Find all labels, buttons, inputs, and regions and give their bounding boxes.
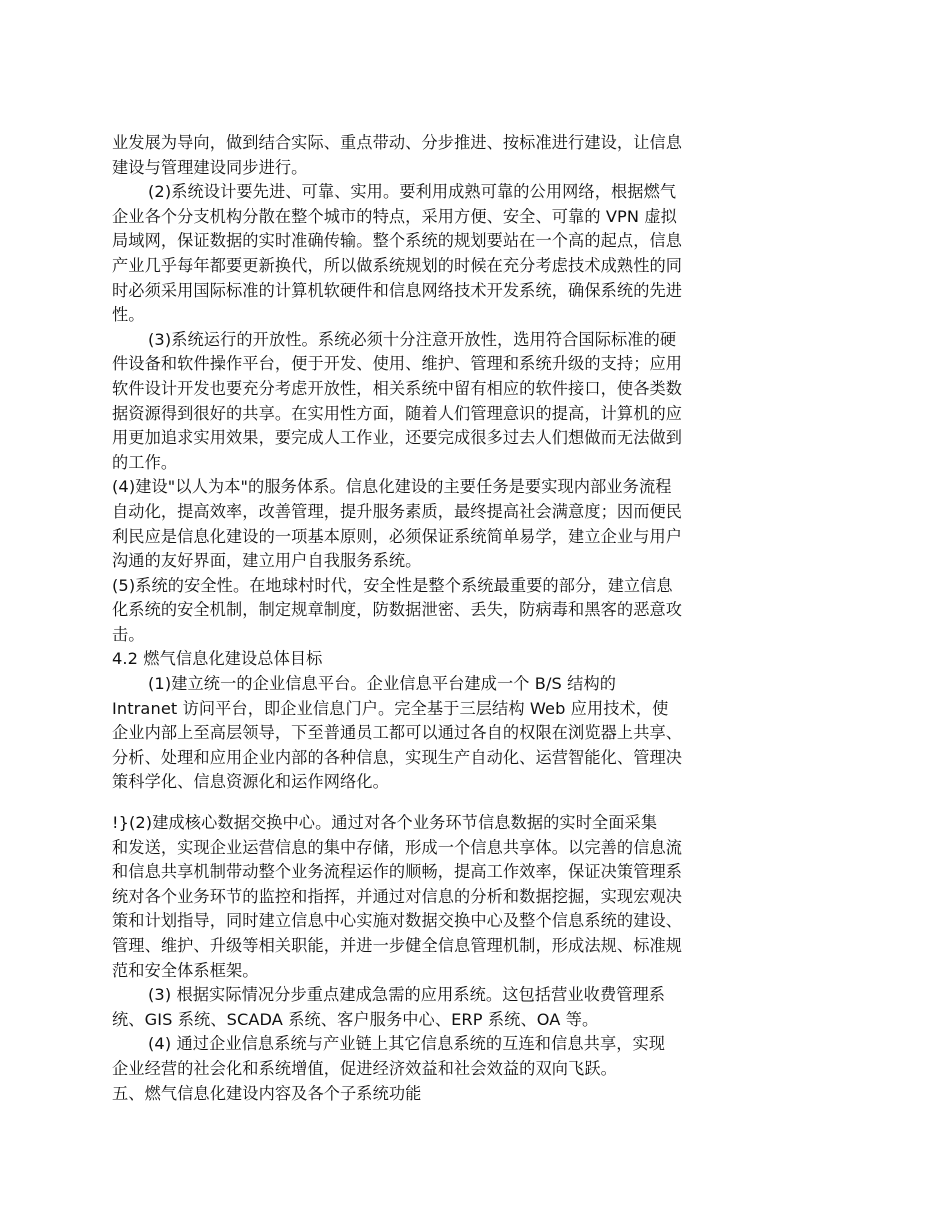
text-line: 企业经营的社会化和系统增值，促进经济效益和社会效益的双向飞跃。 xyxy=(112,1058,617,1078)
text-line: !}(2)建成核心数据交换中心。通过对各个业务环节信息数据的实时全面采集 xyxy=(112,813,658,833)
text-line: (3)系统运行的开放性。系统必须十分注意开放性，选用符合国际标准的硬 xyxy=(148,329,677,349)
text-line: 统、GIS 系统、SCADA 系统、客户服务中心、ERP 系统、OA 等。 xyxy=(112,1009,599,1029)
text-line: 管理、维护、升级等相关职能，并进一步健全信息管理机制，形成法规、标准规 xyxy=(112,936,683,955)
text-line: 建设与管理建设同步进行。 xyxy=(112,157,308,177)
text-line: 策和计划指导，同时建立信息中心实施对数据交换中心及整个信息系统的建设、 xyxy=(112,911,683,931)
text-line: 据资源得到很好的共享。在实用性方面，随着人们管理意识的提高，计算机的应 xyxy=(112,403,683,423)
text-line: Intranet 访问平台，即企业信息门户。完全基于三层结构 Web 应用技术，使 xyxy=(112,698,669,718)
text-line: 局域网，保证数据的实时准确传输。整个系统的规划要站在一个高的起点，信息 xyxy=(112,231,683,251)
text-line: 和发送，实现企业运营信息的集中存储，形成一个信息共享体。以完善的信息流 xyxy=(112,837,683,857)
paragraph-gap xyxy=(112,795,772,811)
text-line: 自动化，提高效率，改善管理，提升服务素质，最终提高社会满意度；因而便民 xyxy=(112,501,683,521)
text-line: (1)建立统一的企业信息平台。企业信息平台建成一个 B/S 结构的 xyxy=(148,674,617,694)
text-line: 击。 xyxy=(112,624,145,644)
text-line: (5)系统的安全性。在地球村时代，安全性是整个系统最重要的部分，建立信息 xyxy=(112,575,673,595)
text-line: 4.2 燃气信息化建设总体目标 xyxy=(112,649,323,669)
text-line: 策科学化、信息资源化和运作网络化。 xyxy=(112,772,389,792)
text-line: 范和安全体系框架。 xyxy=(112,960,259,980)
text-line: (2)系统设计要先进、可靠、实用。要利用成熟可靠的公用网络，根据燃气 xyxy=(148,182,677,202)
text-line: 五、燃气信息化建设内容及各个子系统功能 xyxy=(112,1083,422,1103)
text-line: 产业几乎每年都要更新换代，所以做系统规划的时候在充分考虑技术成熟性的同 xyxy=(112,255,683,275)
text-line: 和信息共享机制带动整个业务流程运作的顺畅，提高工作效率，保证决策管理系 xyxy=(112,862,683,882)
text-line: 化系统的安全机制，制定规章制度，防数据泄密、丢失，防病毒和黑客的恶意攻 xyxy=(112,600,683,620)
text-line: 沟通的友好界面，建立用户自我服务系统。 xyxy=(112,551,422,571)
text-line: (4)建设"以人为本"的服务体系。信息化建设的主要任务是要实现内部业务流程 xyxy=(112,477,672,497)
document-body xyxy=(112,131,772,1106)
text-line: 企业各个分支机构分散在整个城市的特点，采用方便、安全、可靠的 VPN 虚拟 xyxy=(112,206,677,226)
text-line: (4) 通过企业信息系统与产业链上其它信息系统的互连和信息共享，实现 xyxy=(148,1034,666,1054)
text-line: 分析、处理和应用企业内部的各种信息，实现生产自动化、运营智能化、管理决 xyxy=(112,747,683,767)
text-line: 利民应是信息化建设的一项基本原则，必须保证系统简单易学，建立企业与用户 xyxy=(112,526,683,546)
text-line: 的工作。 xyxy=(112,452,178,472)
text-line: 统对各个业务环节的监控和指挥，并通过对信息的分析和数据挖掘，实现宏观决 xyxy=(112,886,683,906)
text-line: 时必须采用国际标准的计算机软硬件和信息网络技术开发系统，确保系统的先进 xyxy=(112,280,683,300)
text-line: 件设备和软件操作平台，便于开发、使用、维护、管理和系统升级的支持；应用 xyxy=(112,354,683,374)
text-line: 企业内部上至高层领导，下至普通员工都可以通过各自的权限在浏览器上共享、 xyxy=(112,723,683,743)
text-line: (3) 根据实际情况分步重点建成急需的应用系统。这包括营业收费管理系 xyxy=(148,985,666,1005)
text-line: 用更加追求实用效果，要完成人工作业，还要完成很多过去人们想做而无法做到 xyxy=(112,428,683,448)
text-line: 性。 xyxy=(112,305,145,325)
text-line: 软件设计开发也要充分考虑开放性，相关系统中留有相应的软件接口，使各类数 xyxy=(112,378,683,398)
text-line: 业发展为导向，做到结合实际、重点带动、分步推进、按标准进行建设，让信息 xyxy=(112,133,683,152)
